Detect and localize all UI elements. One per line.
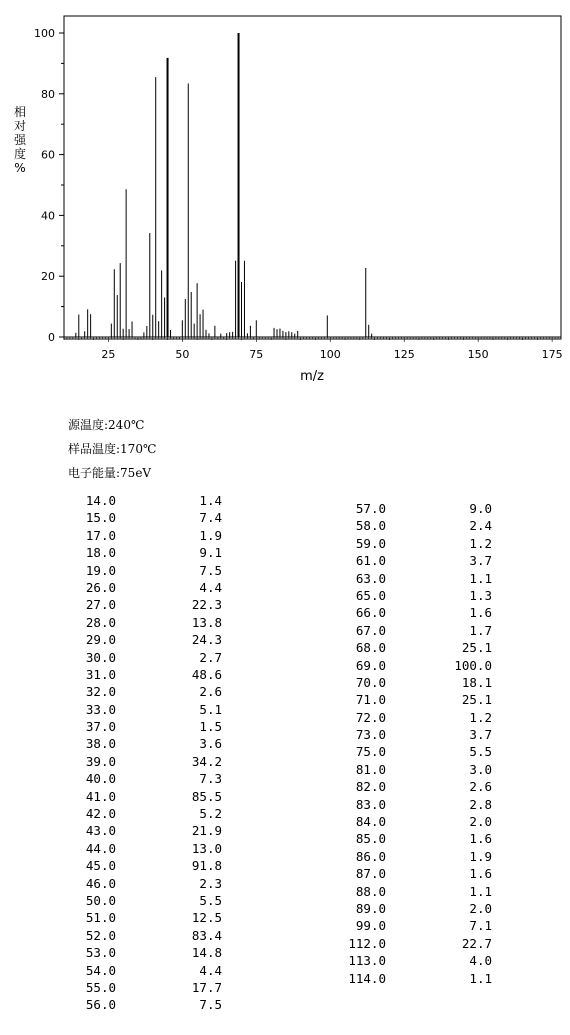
y-tick-label: 20 — [41, 270, 55, 284]
intensity-value: 91.8 — [191, 858, 222, 874]
table-row — [60, 788, 230, 805]
intensity-value: 9.0 — [469, 501, 492, 516]
intensity-value: 1.5 — [199, 719, 222, 735]
mz-value: 59.0 — [355, 535, 386, 551]
mz-value: 27.0 — [85, 597, 116, 613]
table-row — [60, 805, 230, 822]
table-row — [330, 813, 500, 830]
table-row — [330, 691, 500, 708]
mz-value: 58.0 — [355, 518, 386, 534]
intensity-value: 1.2 — [469, 709, 492, 725]
table-row — [60, 927, 230, 944]
y-tick-label: 80 — [41, 87, 55, 101]
intensity-value: 2.3 — [199, 875, 222, 891]
mz-value: 29.0 — [85, 632, 116, 648]
intensity-value: 5.5 — [199, 892, 222, 908]
table-row — [60, 631, 230, 648]
mz-value: 113.0 — [348, 953, 386, 969]
mz-value: 42.0 — [85, 806, 116, 822]
intensity-value: 7.5 — [199, 562, 222, 578]
mz-value: 50.0 — [85, 892, 116, 908]
y-axis-label: 相对强度% — [13, 105, 27, 175]
table-row — [60, 979, 230, 996]
mz-value: 99.0 — [355, 918, 386, 934]
table-row — [60, 666, 230, 683]
table-row — [330, 552, 500, 569]
intensity-value: 2.4 — [469, 518, 492, 534]
table-row — [330, 500, 500, 517]
mz-value: 14.0 — [85, 493, 116, 508]
intensity-value: 7.5 — [199, 997, 222, 1013]
table-row — [330, 639, 500, 656]
mz-value: 45.0 — [85, 858, 116, 874]
intensity-value: 1.1 — [469, 883, 492, 899]
table-row — [60, 492, 230, 509]
intensity-value: 3.0 — [469, 761, 492, 777]
intensity-value: 4.0 — [469, 953, 492, 969]
intensity-value: 18.1 — [461, 674, 492, 690]
y-tick-label: 0 — [48, 331, 55, 344]
intensity-value: 17.7 — [191, 979, 222, 995]
mz-value: 19.0 — [85, 562, 116, 578]
intensity-value: 1.1 — [469, 970, 492, 986]
mz-value: 39.0 — [85, 753, 116, 769]
table-row — [330, 517, 500, 534]
mz-value: 67.0 — [355, 622, 386, 638]
mz-value: 56.0 — [85, 997, 116, 1013]
mz-value: 86.0 — [355, 848, 386, 864]
table-row — [330, 761, 500, 778]
mz-value: 73.0 — [355, 727, 386, 743]
table-row — [60, 857, 230, 874]
intensity-value: 1.3 — [469, 587, 492, 603]
mz-value: 26.0 — [85, 579, 116, 595]
mz-value: 82.0 — [355, 779, 386, 795]
table-row — [330, 796, 500, 813]
table-row — [60, 962, 230, 979]
intensity-value: 1.6 — [469, 866, 492, 882]
intensity-value: 13.8 — [191, 614, 222, 630]
plot-frame — [64, 16, 561, 339]
mz-value: 32.0 — [85, 684, 116, 700]
intensity-value: 4.4 — [199, 579, 222, 595]
intensity-value: 2.7 — [199, 649, 222, 665]
table-row — [60, 527, 230, 544]
mz-value: 54.0 — [85, 962, 116, 978]
mz-value: 84.0 — [355, 814, 386, 830]
table-row — [60, 875, 230, 892]
mz-value: 112.0 — [348, 935, 386, 951]
x-tick-label: 25 — [101, 348, 116, 361]
intensity-value: 1.9 — [469, 848, 492, 864]
table-row — [60, 718, 230, 735]
table-row — [60, 840, 230, 857]
table-row — [330, 848, 500, 865]
table-row — [330, 917, 500, 934]
table-row — [330, 726, 500, 743]
mz-value: 31.0 — [85, 666, 116, 682]
table-row — [60, 735, 230, 752]
mz-value: 46.0 — [85, 875, 116, 891]
table-row — [330, 587, 500, 604]
intensity-value: 13.0 — [191, 840, 222, 856]
table-row — [330, 952, 500, 969]
mz-value: 43.0 — [85, 823, 116, 839]
table-row — [60, 892, 230, 909]
intensity-value: 12.5 — [191, 910, 222, 926]
intensity-value: 2.6 — [469, 779, 492, 795]
mz-value: 75.0 — [355, 744, 386, 760]
mz-value: 44.0 — [85, 840, 116, 856]
table-row — [330, 604, 500, 621]
intensity-value: 2.6 — [199, 684, 222, 700]
intensity-value: 7.4 — [199, 510, 222, 526]
intensity-value: 48.6 — [191, 666, 222, 682]
table-row — [60, 770, 230, 787]
mz-value: 72.0 — [355, 709, 386, 725]
table-row — [60, 509, 230, 526]
table-row — [60, 701, 230, 718]
x-tick-label: 175 — [541, 348, 563, 361]
intensity-value: 5.1 — [199, 701, 222, 717]
intensity-value: 3.7 — [469, 553, 492, 569]
intensity-value: 22.3 — [191, 597, 222, 613]
mz-value: 63.0 — [355, 570, 386, 586]
table-row — [330, 970, 500, 987]
table-row — [330, 657, 500, 674]
intensity-value: 25.1 — [461, 692, 492, 708]
intensity-value: 83.4 — [191, 927, 222, 943]
table-row — [330, 674, 500, 691]
mz-value: 51.0 — [85, 910, 116, 926]
mz-value: 38.0 — [85, 736, 116, 752]
mz-value: 89.0 — [355, 900, 386, 916]
table-row — [60, 562, 230, 579]
x-axis-label: m/z — [300, 369, 324, 384]
y-tick-label: 100 — [34, 27, 55, 40]
mz-value: 70.0 — [355, 674, 386, 690]
mz-value: 88.0 — [355, 883, 386, 899]
intensity-value: 3.6 — [199, 736, 222, 752]
intensity-value: 25.1 — [461, 640, 492, 656]
intensity-value: 7.1 — [469, 918, 492, 934]
intensity-value: 2.0 — [469, 814, 492, 830]
table-row — [330, 570, 500, 587]
table-row — [60, 909, 230, 926]
intensity-value: 9.1 — [199, 545, 222, 561]
mz-value: 18.0 — [85, 545, 116, 561]
x-tick-label: 50 — [175, 348, 190, 361]
mz-value: 65.0 — [355, 587, 386, 603]
intensity-value: 5.2 — [199, 806, 222, 822]
mz-value: 87.0 — [355, 866, 386, 882]
intensity-value: 3.7 — [469, 727, 492, 743]
intensity-value: 22.7 — [461, 935, 492, 951]
x-tick-label: 75 — [249, 348, 264, 361]
mz-value: 41.0 — [85, 788, 116, 804]
mz-value: 52.0 — [85, 927, 116, 943]
mz-value: 37.0 — [85, 719, 116, 735]
x-tick-label: 150 — [467, 348, 489, 361]
intensity-value: 2.0 — [469, 900, 492, 916]
intensity-value: 7.3 — [199, 771, 222, 787]
source-temperature: 源温度:240℃ — [68, 418, 145, 432]
intensity-value: 1.6 — [469, 831, 492, 847]
intensity-value: 5.5 — [469, 744, 492, 760]
intensity-value: 85.5 — [191, 788, 222, 804]
intensity-value: 21.9 — [191, 823, 222, 839]
table-row — [60, 649, 230, 666]
mz-value: 66.0 — [355, 605, 386, 621]
mz-value: 69.0 — [355, 657, 386, 673]
intensity-value: 2.8 — [469, 796, 492, 812]
table-row — [60, 753, 230, 770]
mz-value: 71.0 — [355, 692, 386, 708]
table-row — [330, 535, 500, 552]
table-row — [60, 614, 230, 631]
mz-value: 61.0 — [355, 553, 386, 569]
table-row — [60, 683, 230, 700]
table-row — [330, 883, 500, 900]
y-tick-label: 40 — [41, 209, 55, 223]
table-row — [60, 996, 230, 1013]
table-row — [330, 743, 500, 760]
mz-value: 85.0 — [355, 831, 386, 847]
table-row — [60, 944, 230, 961]
intensity-value: 1.7 — [469, 622, 492, 638]
sample-temperature: 样品温度:170℃ — [68, 442, 157, 456]
intensity-value: 4.4 — [199, 962, 222, 978]
intensity-value: 100.0 — [454, 657, 492, 673]
mz-value: 40.0 — [85, 771, 116, 787]
mz-value: 114.0 — [348, 970, 386, 986]
table-row — [330, 709, 500, 726]
intensity-value: 14.8 — [191, 945, 222, 961]
peak-table-right — [330, 500, 500, 987]
mz-value: 30.0 — [85, 649, 116, 665]
mz-value: 17.0 — [85, 527, 116, 543]
table-row — [60, 822, 230, 839]
intensity-value: 1.1 — [469, 570, 492, 586]
table-row — [330, 778, 500, 795]
table-row — [60, 579, 230, 596]
mz-value: 57.0 — [355, 501, 386, 516]
table-row — [330, 622, 500, 639]
mz-value: 83.0 — [355, 796, 386, 812]
x-tick-label: 100 — [319, 348, 341, 361]
x-tick-label: 125 — [393, 348, 415, 361]
intensity-value: 1.2 — [469, 535, 492, 551]
table-row — [330, 830, 500, 847]
mz-value: 28.0 — [85, 614, 116, 630]
mass-spectrum-chart — [0, 0, 570, 390]
table-row — [330, 935, 500, 952]
mz-value: 55.0 — [85, 979, 116, 995]
y-tick-label: 60 — [41, 148, 55, 162]
intensity-value: 1.4 — [199, 493, 222, 508]
electron-energy: 电子能量:75eV — [68, 466, 152, 480]
intensity-value: 1.6 — [469, 605, 492, 621]
intensity-value: 34.2 — [191, 753, 222, 769]
mz-value: 68.0 — [355, 640, 386, 656]
intensity-value: 24.3 — [191, 632, 222, 648]
mz-value: 81.0 — [355, 761, 386, 777]
mz-value: 33.0 — [85, 701, 116, 717]
table-row — [330, 900, 500, 917]
table-row — [60, 596, 230, 613]
table-row — [330, 865, 500, 882]
table-row — [60, 544, 230, 561]
peak-table-left — [60, 492, 230, 1014]
intensity-value: 1.9 — [199, 527, 222, 543]
mz-value: 15.0 — [85, 510, 116, 526]
mz-value: 53.0 — [85, 945, 116, 961]
